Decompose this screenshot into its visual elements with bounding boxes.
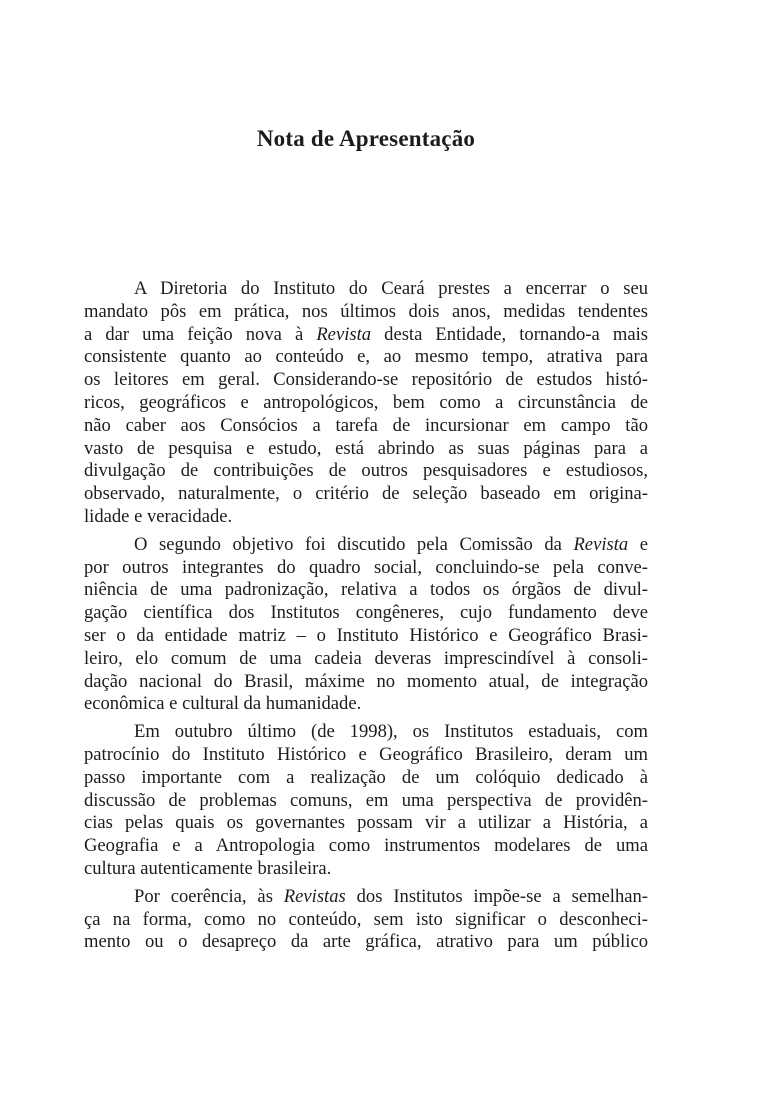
text-line: não caber aos Consócios a tarefa de incursionar em campo tão bbox=[84, 414, 648, 436]
text-line: a dar uma feição nova à Revista desta Entidade, tornando-a mais bbox=[84, 323, 648, 345]
text-line: passo importante com a realização de um colóquio dedicado à bbox=[84, 766, 648, 788]
text-line: niência de uma padronização, relativa a todos os órgãos de divul- bbox=[84, 579, 648, 601]
text-line: ça na forma, como no conteúdo, sem isto significar o desconheci- bbox=[84, 908, 648, 930]
text-line: ser o da entidade matriz – o Instituto Histórico e Geográfico Brasi- bbox=[84, 624, 648, 646]
text-line: A Diretoria do Instituto do Ceará prestes a encerrar o seu bbox=[134, 278, 648, 299]
text-line: lidade e veracidade. bbox=[84, 505, 233, 527]
text-line: ricos, geográficos e antropológicos, bem como a circunstância de bbox=[84, 391, 648, 413]
journal-name: Revista bbox=[573, 533, 629, 555]
text-line: os leitores em geral. Considerando-se repositório de estudos histó- bbox=[84, 369, 648, 391]
text-line: Em outubro último (de 1998), os Institutos estaduais, com bbox=[134, 721, 648, 743]
text-line: gação científica dos Institutos congêneres, cujo fundamento deve bbox=[84, 602, 648, 624]
paragraph-2 bbox=[84, 534, 648, 716]
text-line: cultura autenticamente brasileira. bbox=[84, 857, 332, 879]
text-line: patrocínio do Instituto Histórico e Geográfico Brasileiro, deram um bbox=[84, 743, 648, 765]
text-line: observado, naturalmente, o critério de seleção baseado em origina- bbox=[84, 483, 648, 505]
text-line: Por coerência, às Revistas dos Institutos impõe-se a semelhan- bbox=[134, 885, 648, 907]
text-line: cias pelas quais os governantes possam vir a utilizar a História, a bbox=[84, 812, 648, 834]
paragraph-1 bbox=[84, 278, 648, 529]
text-line: dação nacional do Brasil, máxime no momento atual, de integração bbox=[84, 670, 648, 692]
text-line: consistente quanto ao conteúdo e, ao mesmo tempo, atrativa para bbox=[84, 346, 648, 368]
journal-name: Revistas bbox=[283, 885, 346, 907]
text-line: vasto de pesquisa e estudo, está abrindo as suas páginas para a bbox=[84, 437, 648, 459]
text-line: mento ou o desapreço da arte gráfica, atrativo para um público bbox=[84, 931, 648, 953]
text-line: leiro, elo comum de uma cadeia deveras imprescindível à consoli- bbox=[84, 647, 648, 669]
paragraph-3 bbox=[84, 721, 648, 881]
journal-name: Revista bbox=[316, 323, 372, 345]
text-line: econômica e cultural da humanidade. bbox=[84, 693, 362, 715]
text-line: discussão de problemas comuns, em uma perspectiva de providên- bbox=[84, 789, 648, 811]
text-line: divulgação de contribuições de outros pesquisadores e estudiosos, bbox=[84, 460, 648, 482]
page-title: Nota de Apresentação bbox=[256, 126, 476, 151]
text-line: mandato pôs em prática, nos últimos dois anos, medidas tendentes bbox=[84, 300, 648, 322]
text-line: O segundo objetivo foi discutido pela Comissão da Revista e bbox=[134, 533, 648, 555]
body-text bbox=[84, 278, 648, 959]
paragraph-4 bbox=[84, 886, 648, 954]
text-line: Geografia e a Antropologia como instrumentos modelares de uma bbox=[84, 835, 648, 857]
text-line: por outros integrantes do quadro social, concluindo-se pela conve- bbox=[84, 556, 648, 578]
